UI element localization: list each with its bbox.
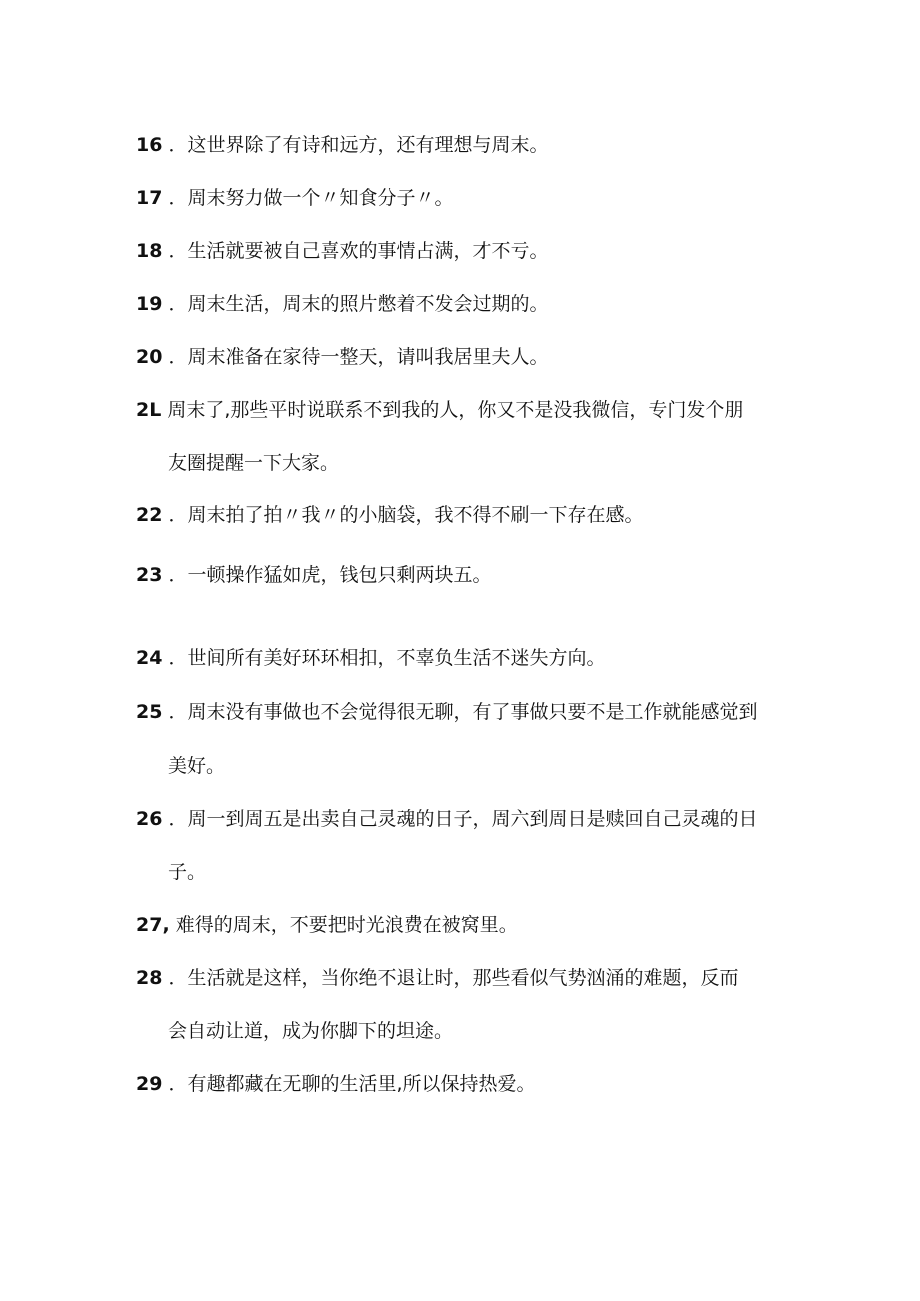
list-item-continuation: 会自动让道，成为你脚下的坦途。 <box>168 1020 454 1042</box>
list-item <box>136 292 549 316</box>
item-number: 24 <box>136 647 163 669</box>
item-text: ．这世界除了有诗和远方，还有理想与周末。 <box>168 134 549 156</box>
list-item-continuation: 美好。 <box>168 755 226 777</box>
list-item <box>136 700 758 724</box>
item-number: 2L <box>136 399 162 421</box>
list-item <box>136 1072 536 1096</box>
item-number: 19 <box>136 293 163 315</box>
item-number: 29 <box>136 1073 163 1095</box>
item-text: ．周末生活，周末的照片憋着不发会过期的。 <box>168 293 549 315</box>
list-item <box>136 646 606 670</box>
list-item-continuation: 友圈提醒一下大家。 <box>168 452 340 474</box>
item-number: 27, <box>136 914 170 936</box>
list-item <box>136 966 739 990</box>
item-number: 22 <box>136 504 163 526</box>
item-text: ．周末没有事做也不会觉得很无聊，有了事做只要不是工作就能感觉到 <box>168 701 758 723</box>
list-item <box>136 398 743 422</box>
item-text: ．生活就要被自己喜欢的事情占满，才不亏。 <box>168 240 549 262</box>
list-item <box>136 913 518 937</box>
item-number: 26 <box>136 808 163 830</box>
item-number: 25 <box>136 701 163 723</box>
item-text: ．周一到周五是出卖自己灵魂的日子，周六到周日是赎回自己灵魂的日 <box>168 808 758 830</box>
list-item <box>136 807 758 831</box>
item-text: ．周末努力做一个〃知食分子〃。 <box>168 187 454 209</box>
item-number: 23 <box>136 564 163 586</box>
item-number: 16 <box>136 134 163 156</box>
item-text: ．一顿操作猛如虎，钱包只剩两块五。 <box>168 564 492 586</box>
item-text: ．世间所有美好环环相扣，不辜负生活不迷失方向。 <box>168 647 606 669</box>
list-item <box>136 345 549 369</box>
item-number: 28 <box>136 967 163 989</box>
item-number: 20 <box>136 346 163 368</box>
list-item <box>136 186 454 210</box>
list-item <box>136 239 549 263</box>
item-text: ．周末准备在家待一整天，请叫我居里夫人。 <box>168 346 549 368</box>
item-text: ．周末拍了拍〃我〃的小脑袋，我不得不刷一下存在感。 <box>168 504 644 526</box>
item-number: 17 <box>136 187 163 209</box>
list-item <box>136 133 549 157</box>
list-item-continuation: 子。 <box>168 861 207 883</box>
list-item <box>136 503 644 527</box>
list-item <box>136 563 492 587</box>
item-number: 18 <box>136 240 163 262</box>
item-text: ．生活就是这样，当你绝不退让时，那些看似气势汹涌的难题，反而 <box>168 967 739 989</box>
item-text: ．有趣都藏在无聊的生活里,所以保持热爱。 <box>168 1073 536 1095</box>
item-text: 周末了,那些平时说联系不到我的人，你又不是没我微信，专门发个朋 <box>167 399 744 421</box>
item-text: 难得的周末，不要把时光浪费在被窝里。 <box>175 914 518 936</box>
